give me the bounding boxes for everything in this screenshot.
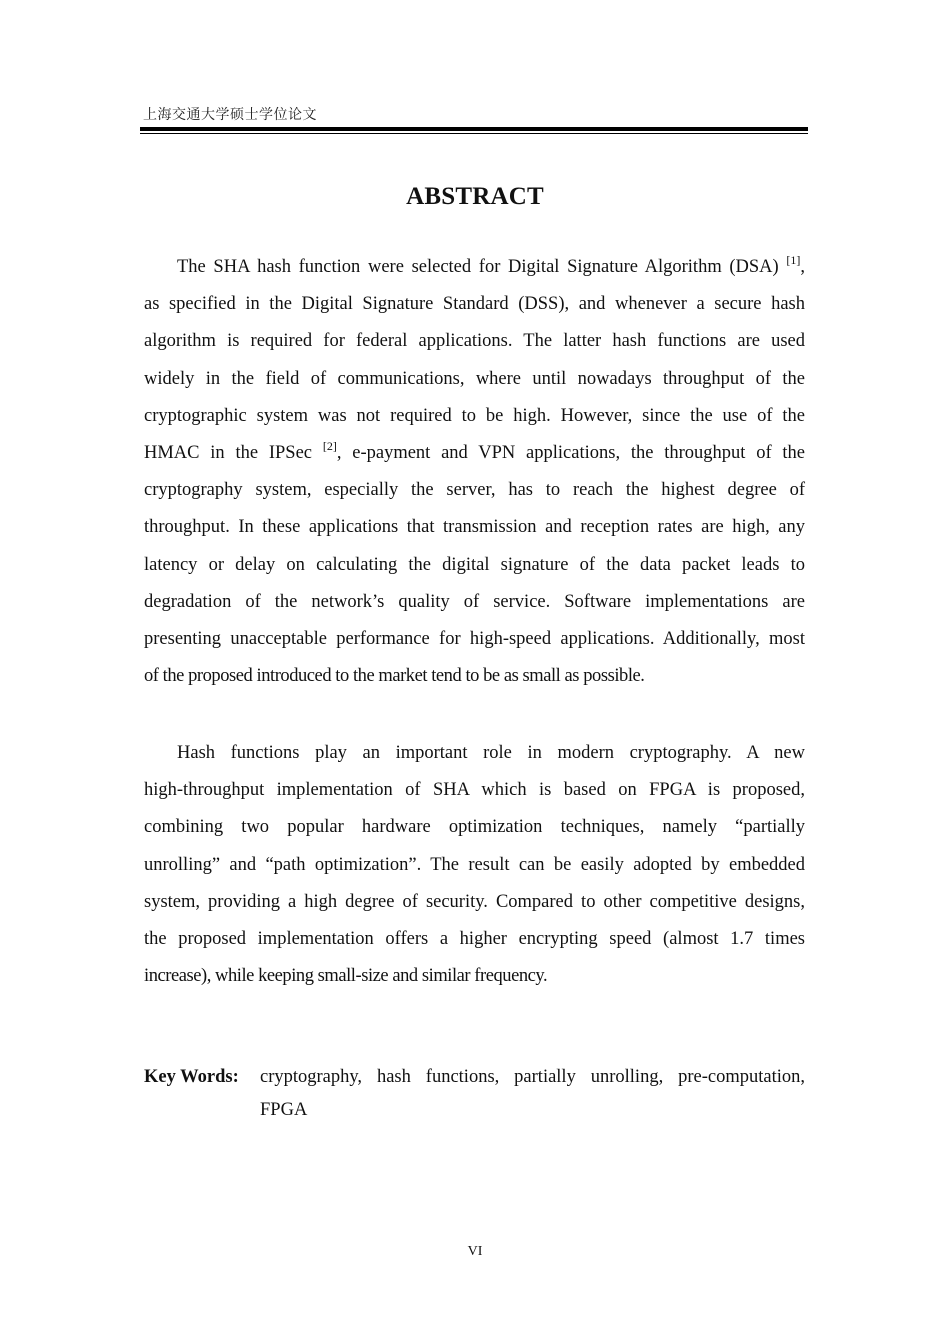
paragraph-line: as specified in the Digital Signature Standard (DSS), and whenever a secure hash: [144, 294, 805, 315]
paragraph-line: of the proposed introduced to the market tend to be as small as possible.: [144, 666, 645, 687]
paragraph-line: presenting unacceptable performance for high-speed applications. Additionally, most: [144, 628, 805, 649]
paragraph-line: cryptographic system was not required to be high. However, since the use of the: [144, 405, 805, 426]
header-rule-thin: [140, 133, 808, 134]
abstract-title: ABSTRACT: [406, 183, 544, 210]
paragraph-line: the proposed implementation offers a higher encrypting speed (almost 1.7 times: [144, 928, 805, 949]
paragraph-line: degradation of the network’s quality of service. Software implementations are: [144, 591, 805, 612]
paragraph-line: latency or delay on calculating the digital signature of the data packet leads to: [144, 554, 805, 575]
page-number: VI: [467, 1244, 483, 1259]
citation-1: [1]: [786, 253, 801, 267]
abstract-paragraph-2: [144, 735, 805, 995]
keywords-section: [144, 1061, 805, 1127]
keywords-line: cryptography, hash functions, partially unrolling, pre-computation,: [260, 1067, 805, 1087]
keywords-list: [260, 1061, 805, 1127]
paragraph-line: HMAC in the IPSec [2], e-payment and VPN applications, the throughput of the: [144, 438, 806, 463]
paragraph-line: widely in the field of communications, where until nowadays throughput of the: [144, 368, 805, 389]
paragraph-line: increase), while keeping small-size and similar frequency.: [144, 966, 548, 987]
paragraph-line: system, providing a high degree of security. Compared to other competitive designs,: [144, 891, 805, 912]
paragraph-line: Hash functions play an important role in modern cryptography. A new: [177, 743, 805, 763]
paragraph-line: throughput. In these applications that transmission and reception rates are high, any: [144, 517, 805, 538]
citation-2: [2]: [322, 438, 337, 453]
paragraph-line: The SHA hash function were selected for Digital Signature Algorithm (DSA) [1],: [177, 253, 806, 277]
keywords-line: FPGA: [260, 1100, 308, 1120]
keywords-label: Key Words:: [144, 1067, 239, 1087]
paragraph-line: combining two popular hardware optimization techniques, namely “partially: [144, 817, 805, 838]
paragraph-line: cryptography system, especially the server, has to reach the highest degree of: [144, 480, 805, 501]
paragraph-line: algorithm is required for federal applications. The latter hash functions are used: [144, 331, 805, 352]
header-rule-thick: [140, 127, 808, 131]
header-title: 上海交通大学硕士学位论文: [143, 107, 317, 123]
paragraph-line: unrolling” and “path optimization”. The result can be easily adopted by embedded: [144, 854, 805, 875]
paragraph-line: high-throughput implementation of SHA which is based on FPGA is proposed,: [144, 780, 805, 801]
abstract-paragraph-1: [144, 249, 805, 695]
